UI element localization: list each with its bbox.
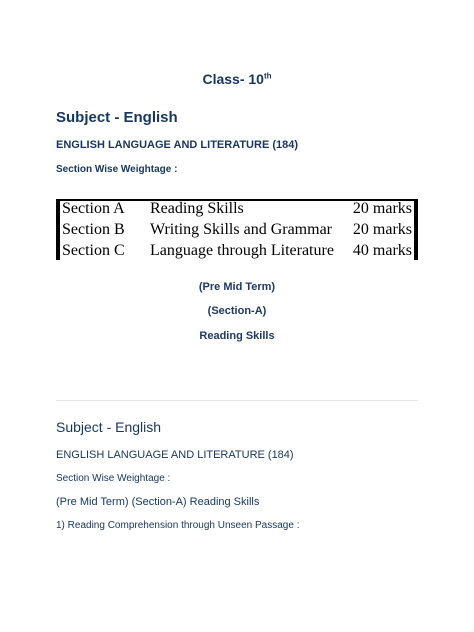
class-title-superscript: th	[263, 71, 272, 81]
pre-mid-term-line: (Pre Mid Term) (Section-A) Reading Skills	[56, 496, 260, 508]
marks-cell: 20 marks	[352, 200, 412, 217]
marks-cell: 20 marks	[352, 221, 412, 238]
weightage-label: Section Wise Weightage :	[56, 164, 178, 175]
page-divider	[56, 400, 418, 401]
course-heading-text: ENGLISH LANGUAGE AND LITERATURE (184)	[56, 449, 294, 461]
pre-mid-term-heading: (Pre Mid Term)	[198, 281, 276, 293]
topic-cell: Reading Skills	[150, 200, 244, 217]
marks-cell: 40 marks	[352, 242, 412, 259]
section-cell: Section B	[62, 221, 125, 238]
table-row	[60, 220, 414, 240]
table-row	[60, 241, 414, 261]
table-row	[60, 199, 414, 219]
reading-comprehension-item: 1) Reading Comprehension through Unseen Passage :	[56, 520, 300, 531]
subject-heading-text: Subject - English	[56, 419, 162, 435]
subject-heading: Subject - English	[56, 109, 178, 126]
weightage-table	[56, 199, 418, 260]
section-a-heading: (Section-A)	[207, 305, 267, 317]
section-cell: Section C	[62, 242, 125, 259]
class-title-main: Class- 10	[202, 71, 264, 87]
course-heading: ENGLISH LANGUAGE AND LITERATURE (184)	[56, 139, 299, 151]
class-title	[0, 71, 474, 87]
topic-cell: Language through Literature	[150, 242, 334, 259]
reading-skills-heading: Reading Skills	[199, 330, 275, 342]
topic-cell: Writing Skills and Grammar	[150, 221, 332, 238]
section-cell: Section A	[62, 200, 125, 217]
weightage-label-text: Section Wise Weightage :	[56, 473, 171, 484]
